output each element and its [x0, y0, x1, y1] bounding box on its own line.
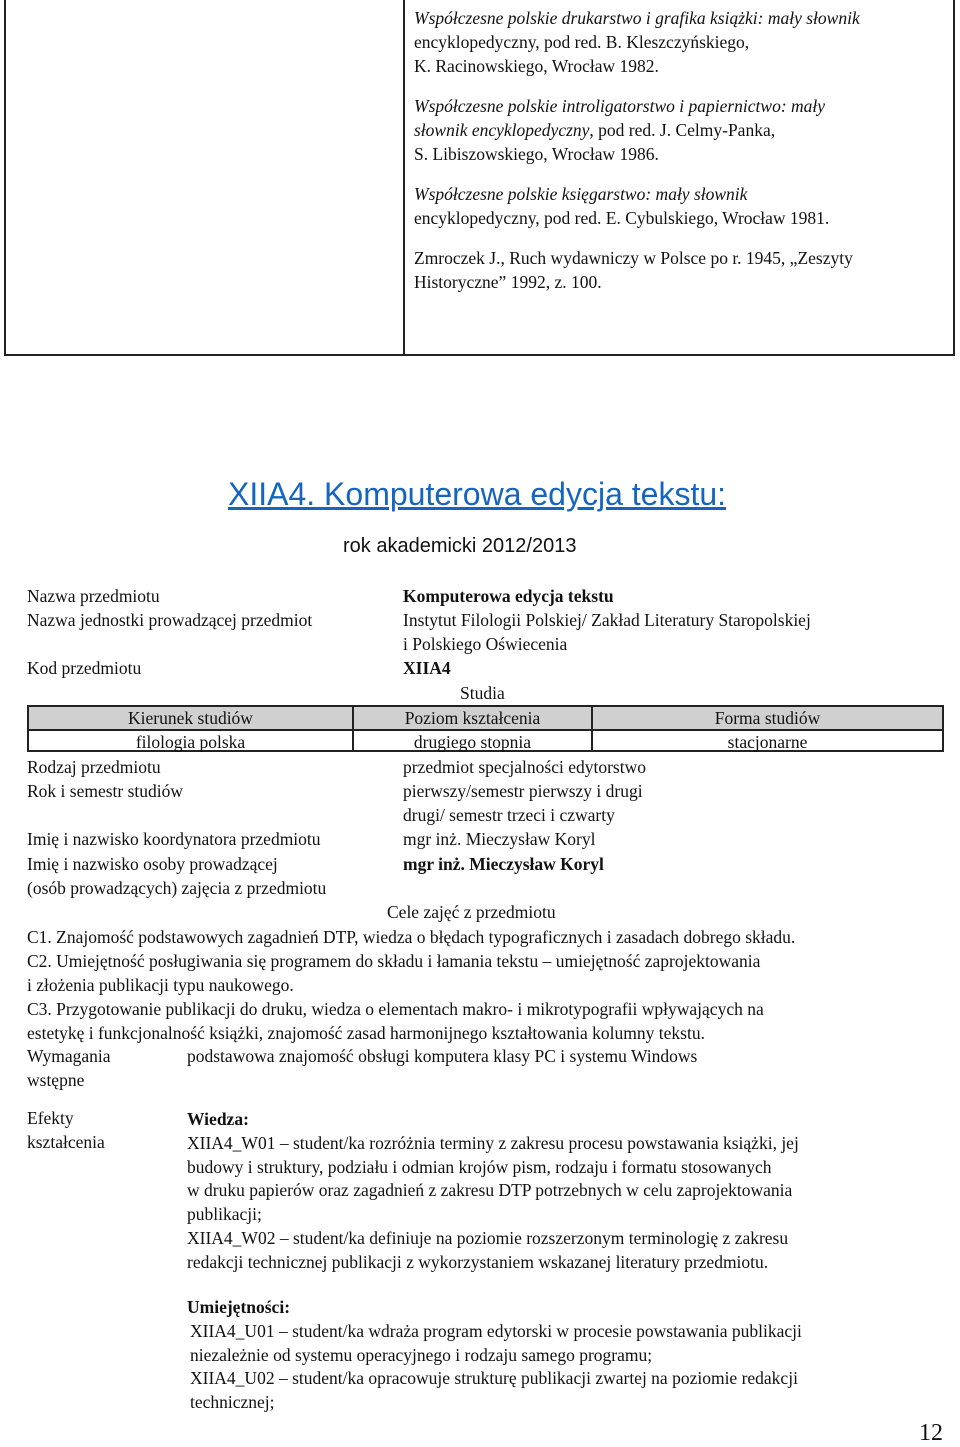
table-header-forma: Forma studiów: [714, 708, 821, 728]
subject-code-label: Kod przedmiotu: [27, 658, 142, 678]
academic-year-subtitle: rok akademicki 2012/2013: [343, 535, 577, 557]
skills-section: [187, 1296, 907, 1415]
course-type-label: Rodzaj przedmiotu: [27, 757, 161, 777]
knowledge-line: w druku papierów oraz zagadnień z zakresu DTP potrzebnych w celu zaprojektowania: [187, 1180, 793, 1201]
unit-name-value-line2: i Polskiego Oświecenia: [403, 634, 568, 654]
year-semester-value-line2: drugi/ semestr trzeci i czwarty: [403, 805, 615, 825]
skills-line: XIIA4_U01 – student/ka wdraża program edytorski w procesie powstawania publikacji: [190, 1320, 802, 1341]
reference-item: Zmroczek J., Ruch wydawniczy w Polsce po r. 1945, „Zeszyty Historyczne” 1992, z. 100.: [414, 248, 853, 292]
unit-name-label: Nazwa jednostki prowadzącej przedmiot: [27, 610, 313, 630]
knowledge-line: redakcji technicznej publikacji z wykorzystaniem wskazanej literatury przedmiotu.: [187, 1251, 769, 1272]
studies-table: [27, 705, 944, 752]
skills-line: niezależnie od systemu operacyjnego i rodzaju samego programu;: [190, 1344, 653, 1365]
instructor-label: Imię i nazwisko osoby prowadzącej: [27, 854, 278, 874]
table-cell-kierunek: filologia polska: [135, 732, 246, 752]
instructor-value: mgr inż. Mieczysław Koryl: [403, 854, 604, 874]
coordinator-value: mgr inż. Mieczysław Koryl: [403, 829, 596, 849]
unit-name-value: Instytut Filologii Polskiej/ Zakład Literatury Staropolskiej: [403, 610, 811, 630]
knowledge-heading: Wiedza:: [187, 1109, 249, 1129]
outcomes-label: Efekty: [27, 1108, 74, 1128]
coordinator-label: Imię i nazwisko koordynatora przedmiotu: [27, 829, 321, 849]
section-title[interactable]: XIIA4. Komputerowa edycja tekstu:: [228, 476, 727, 512]
reference-item: Współczesne polskie introligatorstwo i papiernictwo: mały słownik encyklopedyczny, pod red. J. Celmy-Panka, S. Libiszowskiego, Wrocław 1986.: [414, 96, 826, 164]
reference-item: Współczesne polskie drukarstwo i grafika książki: mały słownik encyklopedyczny, pod red. B. Kleszczyńskiego, K. Racinowskiego, Wrocław 1982.: [414, 8, 860, 76]
skills-line: XIIA4_U02 – student/ka opracowuje strukturę publikacji zwartej na poziomie redakcji: [190, 1368, 798, 1389]
year-semester-value: pierwszy/semestr pierwszy i drugi: [403, 781, 643, 801]
references-box-divider: [403, 0, 405, 356]
goal-c2: C2. Umiejętność posługiwania się programem do składu i łamania tekstu – umiejętność zaprojektowania: [27, 951, 761, 971]
goal-c3-line2: estetykę i funkcjonalność książki, znajomość zasad harmonijnego kształtowania kolumny tekstu.: [27, 1023, 705, 1043]
goal-c3: C3. Przygotowanie publikacji do druku, wiedza o elementach makro- i mikrotypografii wpływających na: [27, 999, 764, 1019]
goals-heading: Cele zajęć z przedmiotu: [387, 902, 556, 922]
table-header-poziom: Poziom kształcenia: [404, 708, 541, 728]
table-cell-poziom: drugiego stopnia: [413, 732, 532, 752]
knowledge-line: publikacji;: [187, 1204, 262, 1225]
outcomes-label-line2: kształcenia: [27, 1132, 105, 1152]
reference-item: Współczesne polskie księgarstwo: mały słownik encyklopedyczny, pod red. E. Cybulskiego, Wrocław 1981.: [414, 184, 830, 228]
goal-c1: C1. Znajomość podstawowych zagadnień DTP, wiedza o błędach typograficznych i zasadach dobrego składu.: [27, 927, 796, 947]
subject-name-label: Nazwa przedmiotu: [27, 586, 160, 606]
goal-c2-line2: i złożenia publikacji typu naukowego.: [27, 975, 294, 995]
page-number: 12: [919, 1420, 943, 1446]
subject-code-value: XIIA4: [403, 658, 451, 678]
skills-heading: Umiejętności:: [187, 1297, 291, 1317]
knowledge-section: [187, 1108, 907, 1275]
requirements-label-line2: wstępne: [27, 1070, 85, 1090]
requirements-value: podstawowa znajomość obsługi komputera klasy PC i systemu Windows: [187, 1046, 698, 1066]
course-type-value: przedmiot specjalności edytorstwo: [403, 757, 646, 777]
table-cell-forma: stacjonarne: [727, 732, 808, 752]
knowledge-line: XIIA4_W02 – student/ka definiuje na poziomie rozszerzonym terminologię z zakresu: [187, 1227, 789, 1248]
table-header-kierunek: Kierunek studiów: [128, 708, 253, 728]
knowledge-line: XIIA4_W01 – student/ka rozróżnia terminy z zakresu procesu powstawania książki, jej: [187, 1132, 799, 1153]
year-semester-label: Rok i semestr studiów: [27, 781, 184, 801]
skills-line: technicznej;: [190, 1392, 275, 1413]
requirements-label: Wymagania: [27, 1046, 111, 1066]
references-list: [414, 6, 944, 310]
knowledge-line: budowy i struktury, podziału i odmian krojów pism, rodzaju i formatu stosowanych: [187, 1156, 772, 1177]
instructor-label-line2: (osób prowadzących) zajęcia z przedmiotu: [27, 878, 327, 898]
subject-name-value: Komputerowa edycja tekstu: [403, 586, 614, 606]
studia-label: Studia: [460, 683, 505, 703]
